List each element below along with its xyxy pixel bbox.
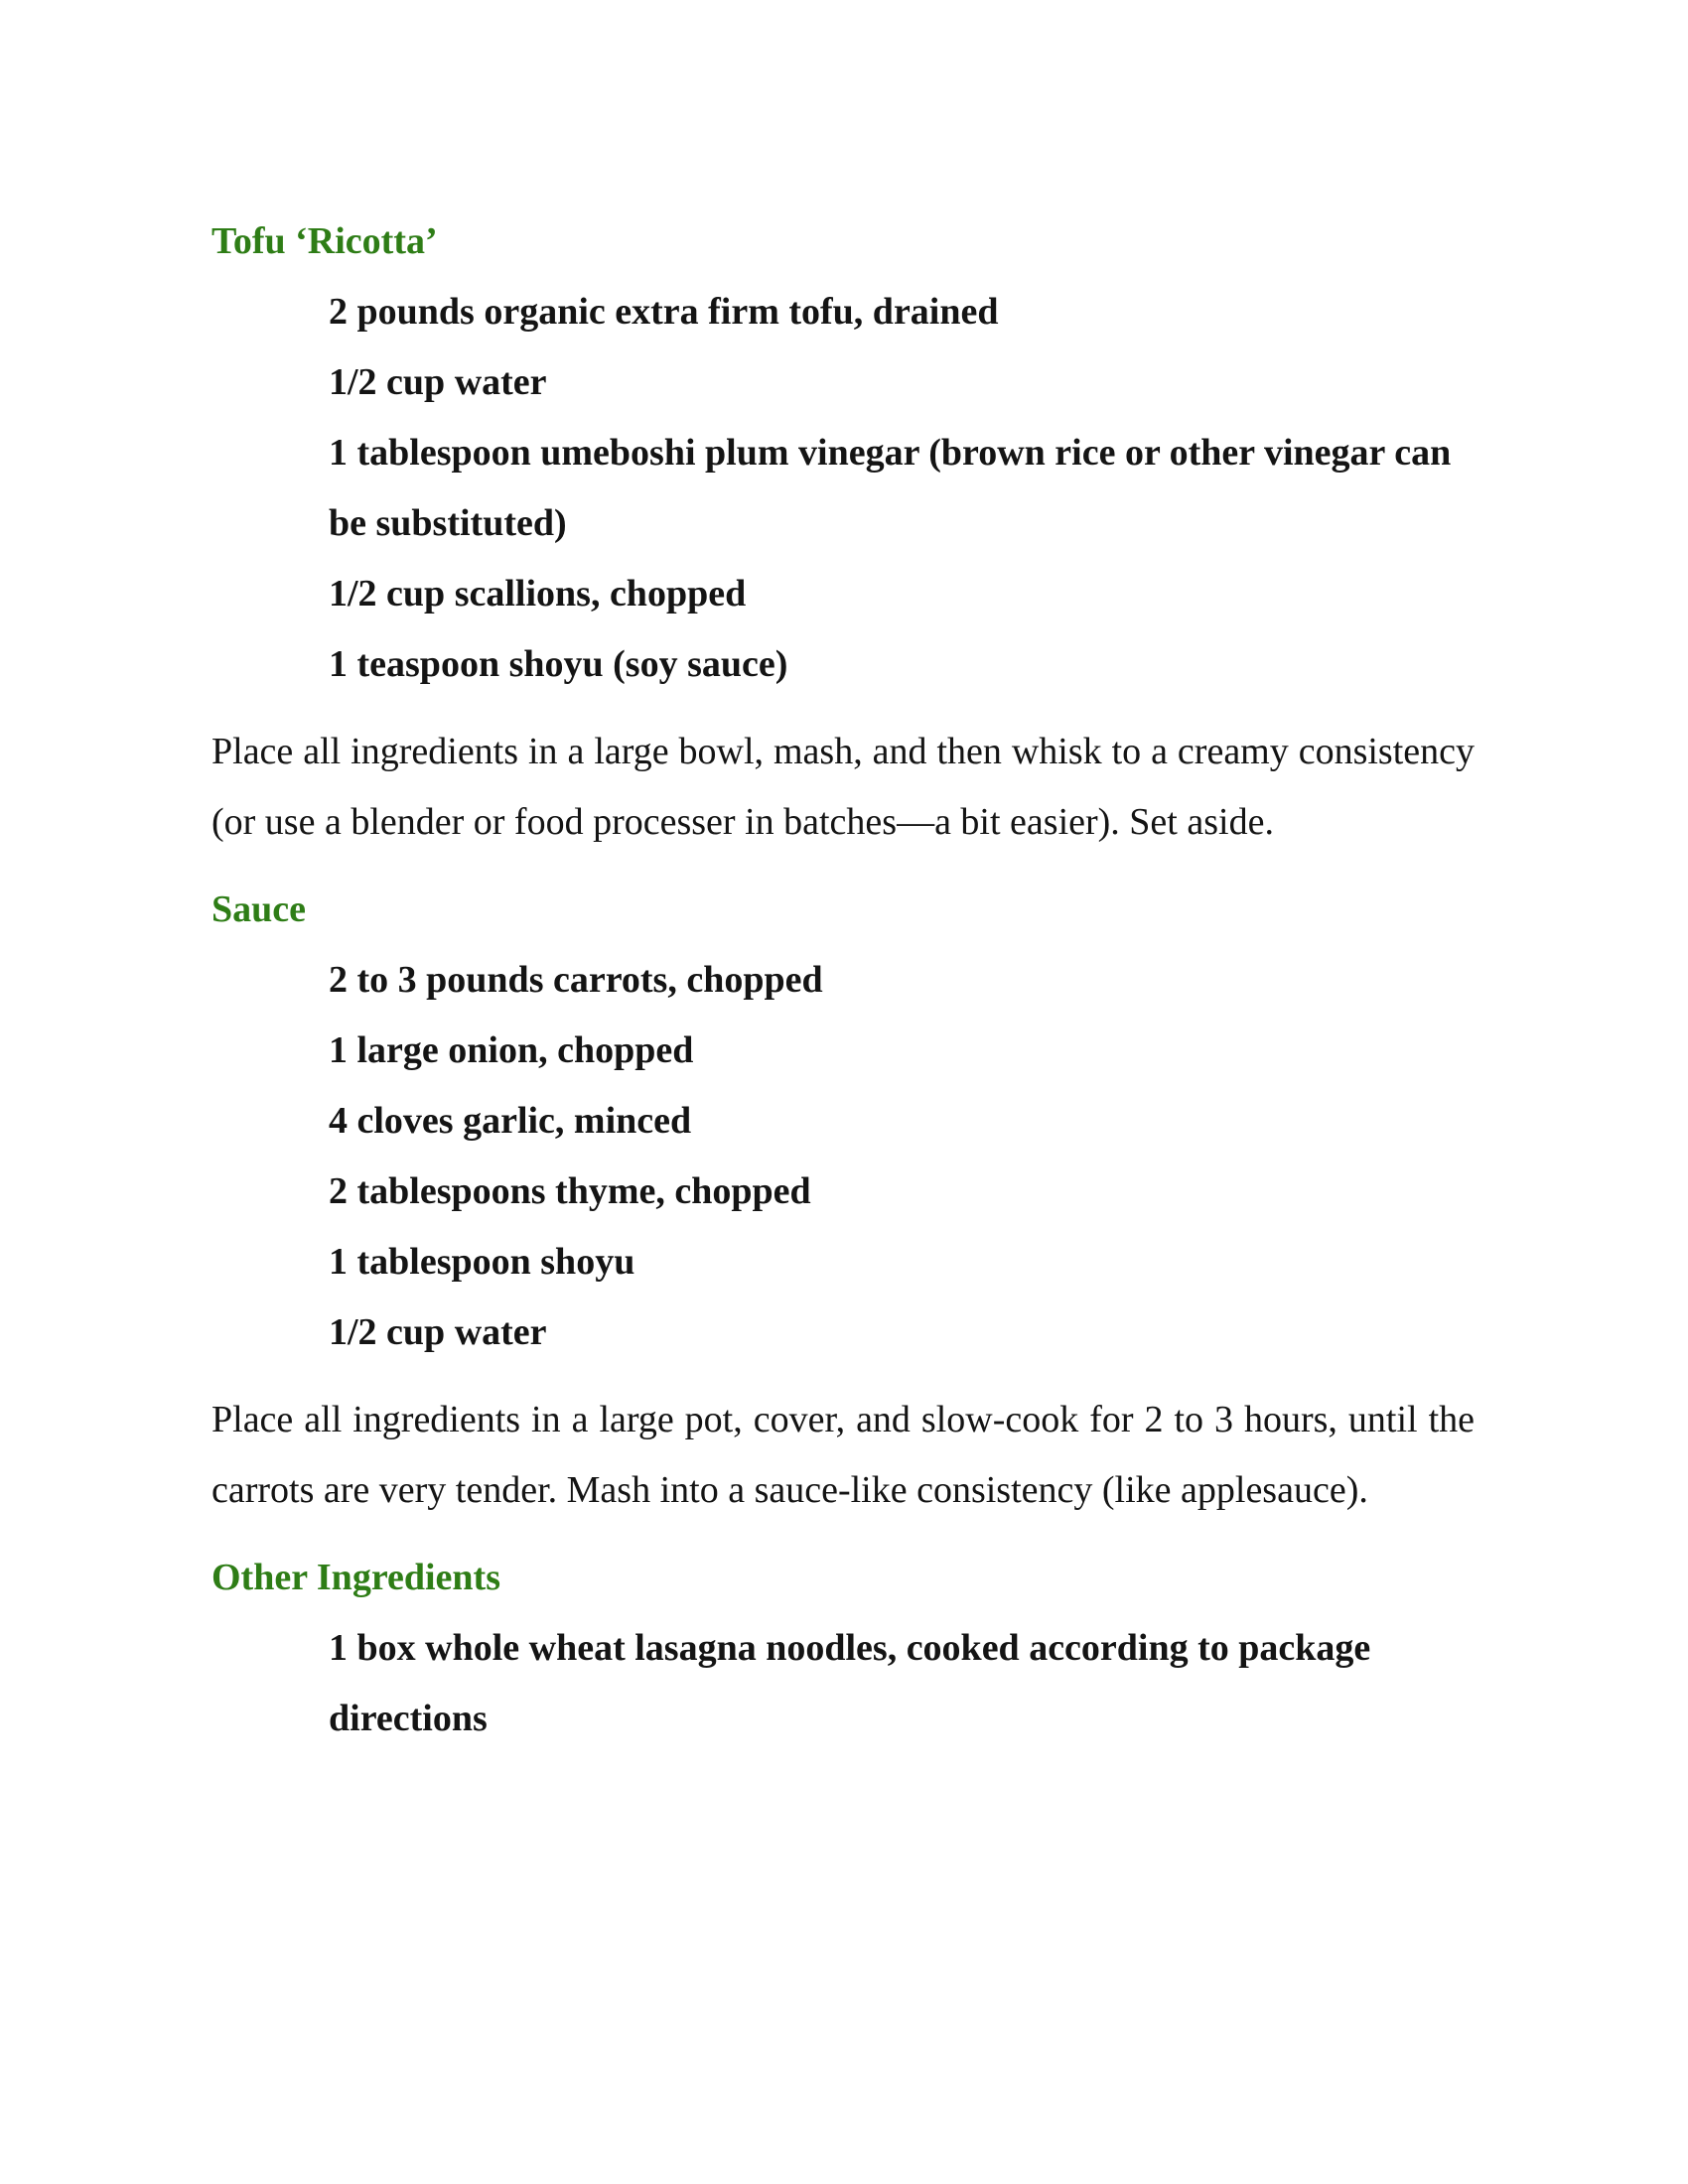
ingredient-list-other (211, 1613, 1475, 1754)
ingredient-item: 1 tablespoon shoyu (329, 1241, 635, 1283)
recipe-page (211, 206, 1475, 1754)
section-heading-other-ingredients: Other Ingredients (211, 1557, 500, 1598)
ingredient-item: 1/2 cup water (329, 1311, 547, 1353)
section-heading-tofu-ricotta: Tofu ‘Ricotta’ (211, 220, 438, 262)
ingredient-item: 1 teaspoon shoyu (soy sauce) (329, 643, 788, 685)
ingredient-list-tofu-ricotta (211, 277, 1475, 700)
section-heading-sauce: Sauce (211, 888, 306, 930)
ingredient-item: 1 tablespoon umeboshi plum vinegar (brown rice or other vinegar can be substituted) (329, 432, 1452, 544)
ingredient-item: 1/2 cup scallions, chopped (329, 573, 747, 614)
ingredient-item: 2 tablespoons thyme, chopped (329, 1170, 811, 1212)
ingredient-item: 2 pounds organic extra firm tofu, drained (329, 291, 999, 333)
ingredient-item: 4 cloves garlic, minced (329, 1100, 692, 1142)
ingredient-item: 2 to 3 pounds carrots, chopped (329, 959, 823, 1001)
ingredient-list-sauce (211, 945, 1475, 1368)
ingredient-item: 1/2 cup water (329, 361, 547, 403)
ingredient-item: 1 box whole wheat lasagna noodles, cooked according to package directions (329, 1627, 1371, 1739)
instructions-tofu-ricotta: Place all ingredients in a large bowl, mash, and then whisk to a creamy consistency (or use a blender or food processer in batches—a bit easier). Set aside. (211, 731, 1475, 843)
ingredient-item: 1 large onion, chopped (329, 1029, 694, 1071)
instructions-sauce: Place all ingredients in a large pot, cover, and slow-cook for 2 to 3 hours, until the carrots are very tender. Mash into a sauce-like consistency (like applesauce). (211, 1399, 1475, 1511)
